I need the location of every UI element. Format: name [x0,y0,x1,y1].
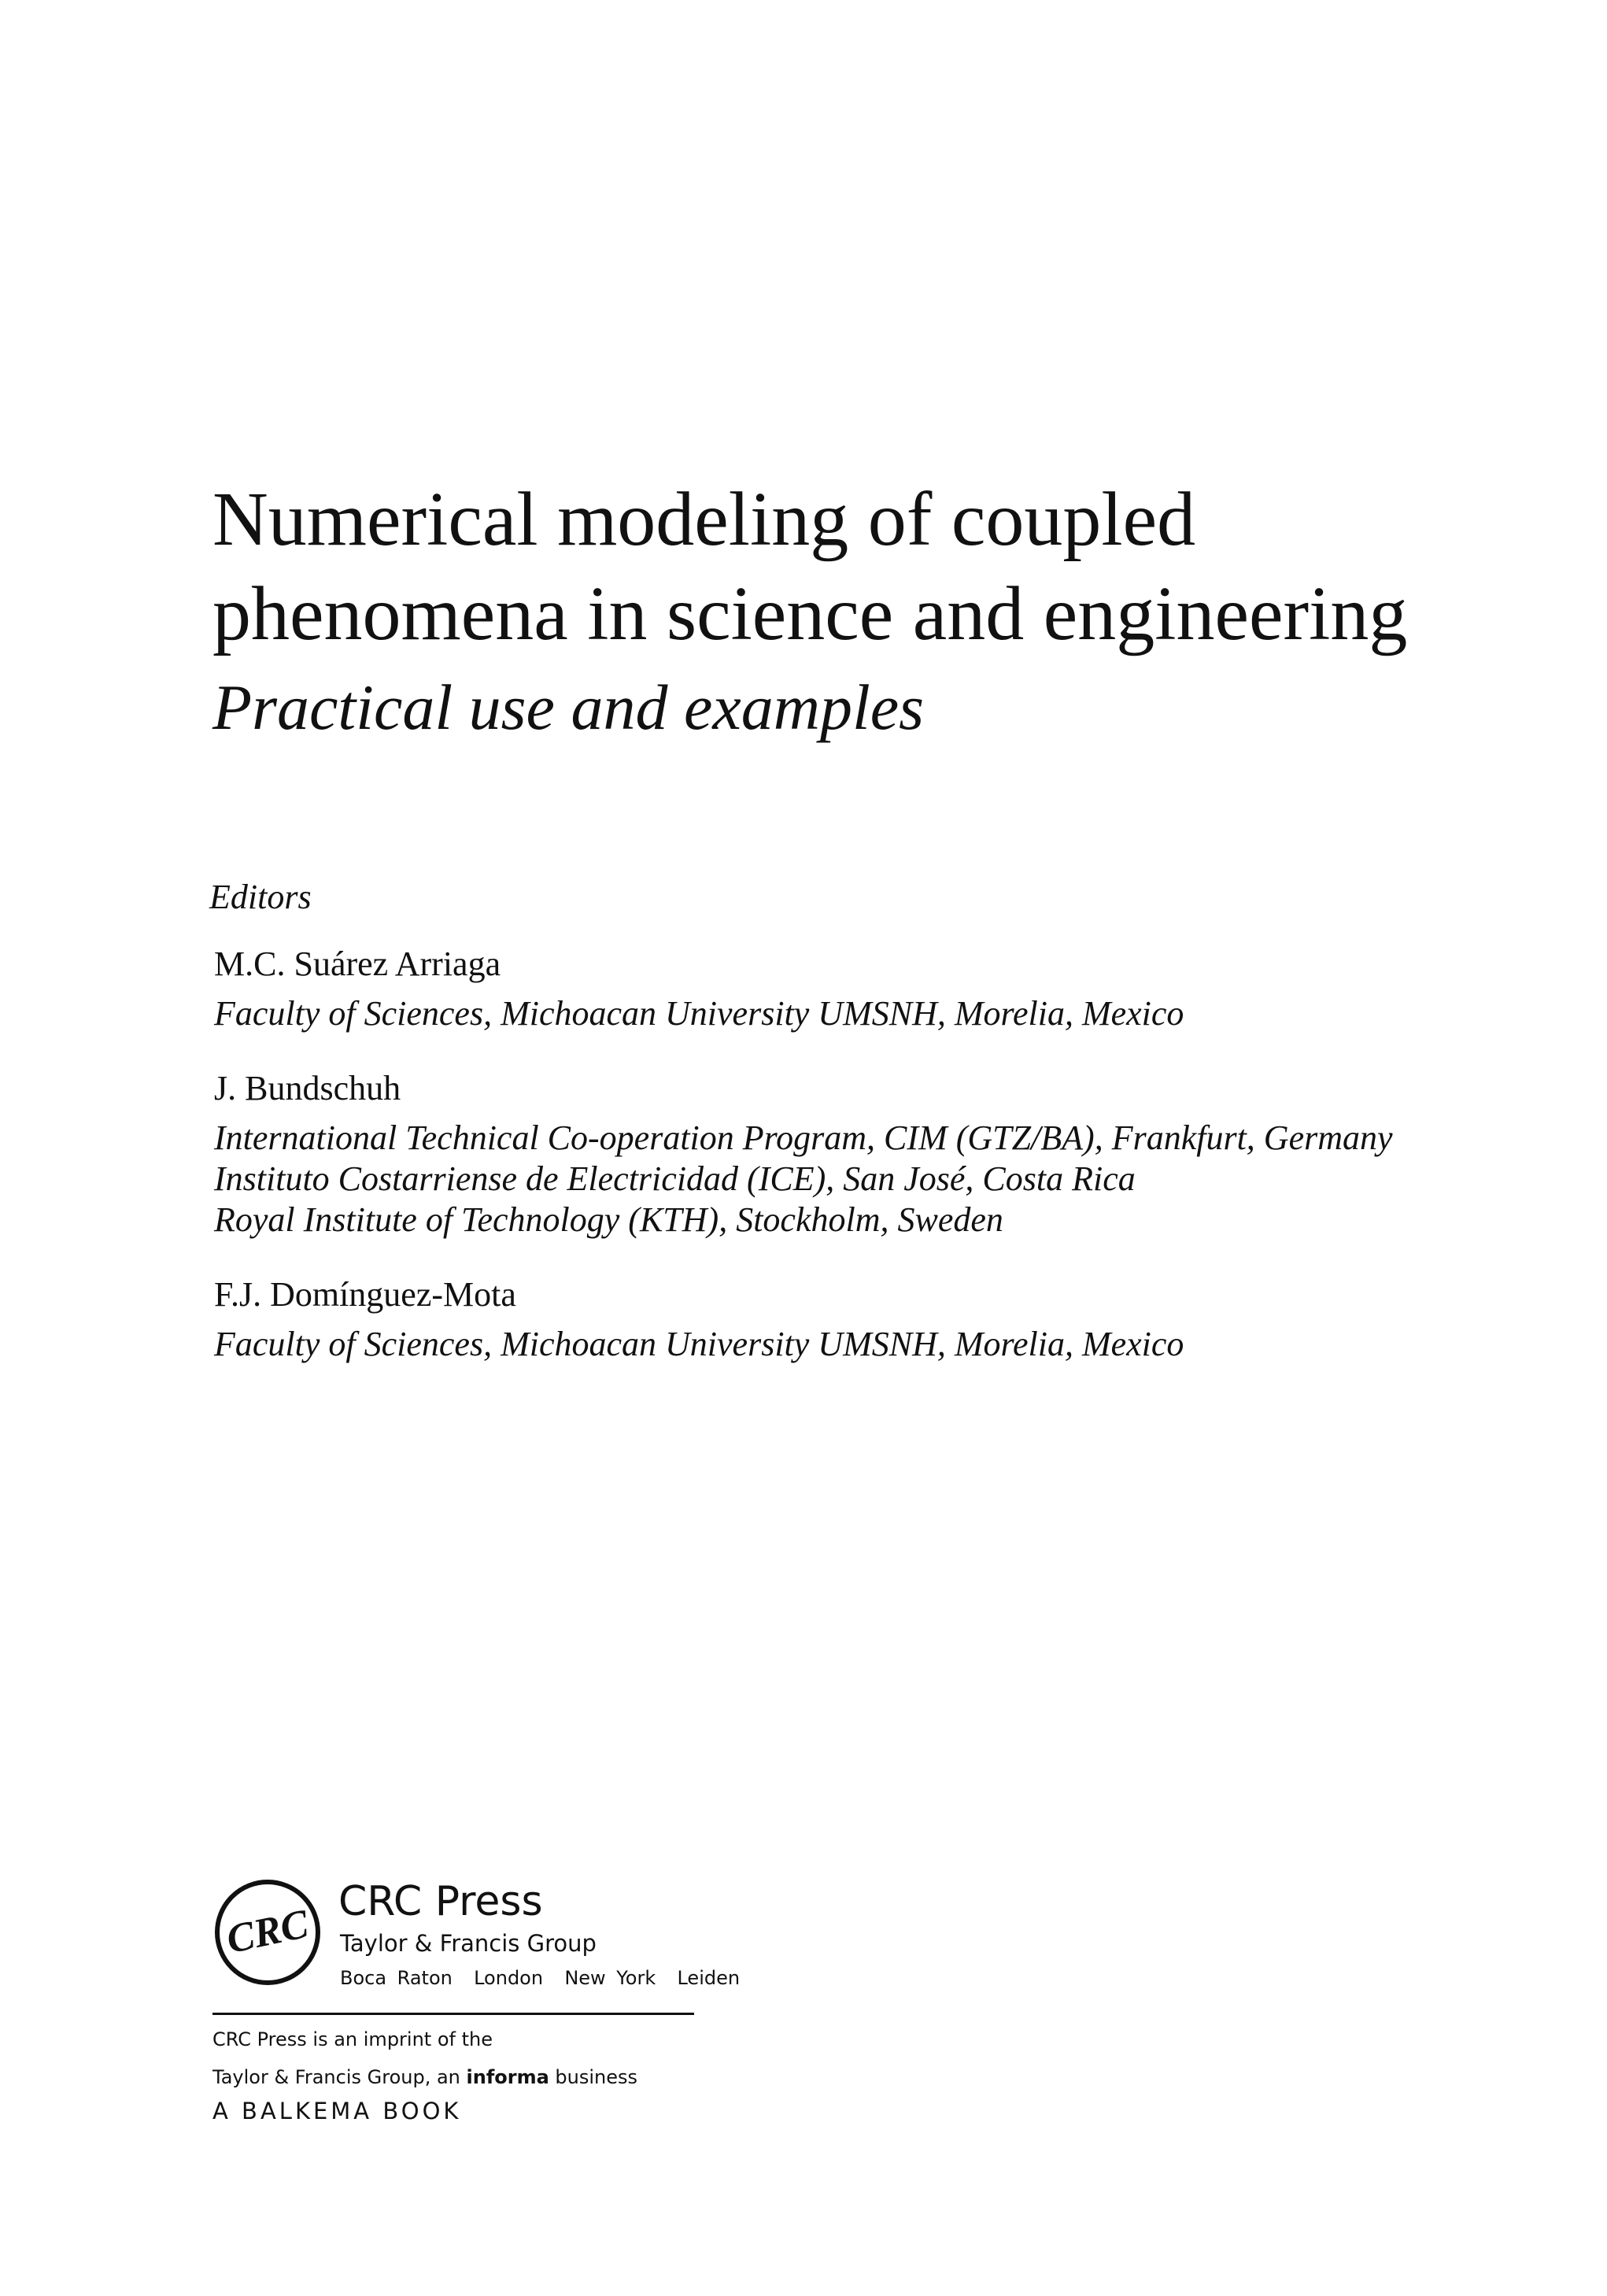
publisher-cities: Boca Raton London New York Leiden [340,1967,741,1989]
book-title-line-2: phenomena in science and engineering [212,571,1408,656]
editor-entry [209,941,1587,1034]
editor-name: F.J. Domínguez-Mota [214,1275,516,1314]
imprint-prefix: Taylor & Francis Group, an [212,2066,467,2088]
editor-affiliation: International Technical Co-operation Program, CIM (GTZ/BA), Frankfurt, Germany [214,1118,1393,1157]
publisher-logo-row [212,1877,741,2003]
editor-affiliation: Faculty of Sciences, Michoacan University UMSNH, Morelia, Mexico [214,994,1184,1033]
book-title-line-1: Numerical modeling of coupled [212,477,1196,562]
editors-heading: Editors [209,878,312,916]
publisher-block [212,1877,741,2127]
editor-affiliation: Instituto Costarriense de Electricidad (ICE), San José, Costa Rica [214,1159,1136,1198]
crc-press-logo-icon [212,1877,323,1987]
imprint-suffix: business [549,2066,638,2088]
editor-affiliation: Faculty of Sciences, Michoacan University UMSNH, Morelia, Mexico [214,1325,1184,1363]
publisher-group: Taylor & Francis Group [340,1930,597,1957]
book-subtitle: Practical use and examples [212,671,925,743]
crc-logo-text: CRC [223,1901,312,1963]
editor-entry [209,1272,1587,1365]
editor-name: M.C. Suárez Arriaga [214,945,501,983]
editor-entry [209,1066,1587,1240]
publisher-name: CRC Press [338,1878,543,1925]
editor-name: J. Bundschuh [214,1069,401,1107]
title-block [212,472,1550,751]
editor-affiliation: Royal Institute of Technology (KTH), Stockholm, Sweden [214,1200,1003,1239]
publisher-divider [212,2013,694,2015]
series-label: A BALKEMA BOOK [212,2098,462,2124]
informa-wordmark: informa [466,2066,549,2088]
imprint-line-1: CRC Press is an imprint of the [212,2028,493,2050]
imprint-line-2 [212,2064,700,2091]
editors-block [209,874,1587,1396]
